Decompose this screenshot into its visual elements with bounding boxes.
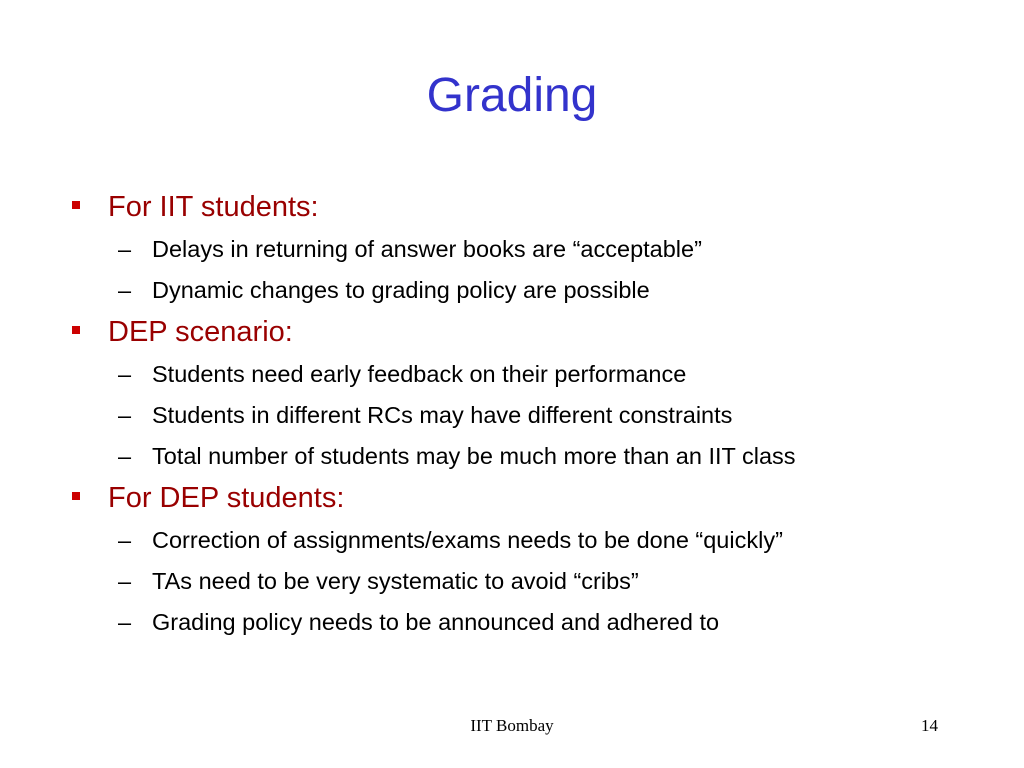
square-bullet-icon [72,492,80,500]
sub-bullet-text: Total number of students may be much more than an IIT class [152,443,796,469]
slide-content [72,186,972,643]
sub-bullet [72,561,972,602]
bullet-heading [72,311,972,354]
footer-org: IIT Bombay [470,716,554,735]
sub-bullet-text: Students in different RCs may have different constraints [152,402,733,428]
sub-bullet-text: Delays in returning of answer books are “acceptable” [152,236,702,262]
sub-bullet-text: Students need early feedback on their performance [152,361,687,387]
sub-bullet [72,270,972,311]
dash-bullet-icon: – [118,277,132,303]
dash-bullet-icon: – [118,236,132,262]
bullet-group [72,477,972,643]
sub-bullet [72,520,972,561]
bullet-heading-text: DEP scenario: [108,316,293,348]
sub-bullet-text: Grading policy needs to be announced and adhered to [152,609,720,635]
bullet-group [72,186,972,311]
bullet-group [72,311,972,477]
square-bullet-icon [72,326,80,334]
dash-bullet-icon: – [118,527,132,553]
bullet-heading [72,186,972,229]
dash-bullet-icon: – [118,443,132,469]
bullet-heading-text: For IIT students: [108,191,319,223]
square-bullet-icon [72,201,80,209]
dash-bullet-icon: – [118,568,132,594]
sub-bullet [72,354,972,395]
sub-bullet [72,602,972,643]
sub-bullet-text: Dynamic changes to grading policy are possible [152,277,650,303]
slide-title: Grading [426,69,598,122]
bullet-heading [72,477,972,520]
dash-bullet-icon: – [118,402,132,428]
sub-bullet [72,395,972,436]
sub-bullet [72,229,972,270]
sub-bullet-text: Correction of assignments/exams needs to be done “quickly” [152,527,783,553]
bullet-heading-text: For DEP students: [108,482,345,514]
page-number: 14 [921,716,938,735]
sub-bullet-text: TAs need to be very systematic to avoid “cribs” [152,568,639,594]
dash-bullet-icon: – [118,361,132,387]
dash-bullet-icon: – [118,609,132,635]
sub-bullet [72,436,972,477]
